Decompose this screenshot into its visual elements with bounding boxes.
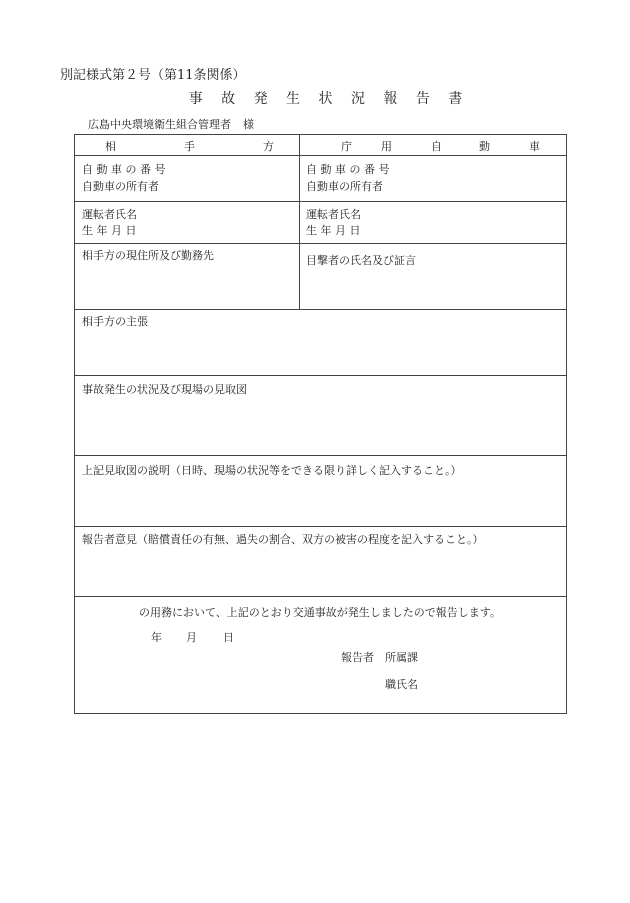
reporter-label: 報告者: [341, 651, 374, 664]
date-month-label: 月: [186, 631, 197, 644]
header-right-char-2: 用: [381, 140, 392, 153]
addressee-line: [88, 116, 254, 132]
form-reference: 別記様式第２号（第11条関係）: [60, 68, 246, 83]
situation-sketch-label: 事故発生の状況及び現場の見取図: [82, 383, 247, 396]
row-divider: [75, 596, 566, 597]
right-driver-name-label: 運転者氏名: [306, 208, 361, 221]
left-driver-name-label: 運転者氏名: [82, 208, 137, 221]
header-right-char-4: 動: [479, 140, 490, 153]
header-left-char-3: 方: [263, 140, 274, 153]
other-party-address-label: 相手方の現住所及び勤務先: [82, 249, 214, 262]
reporter-opinion-label: 報告者意見（賠償責任の有無、過失の割合、双方の被害の程度を記入すること。）: [82, 533, 484, 546]
right-vehicle-number-label: 自 動 車 の 番 号: [306, 163, 390, 176]
row-divider: [75, 201, 566, 202]
document-title: 事 故 発 生 状 況 報 告 書: [188, 91, 470, 107]
row-divider: [75, 155, 566, 156]
right-vehicle-owner-label: 自動車の所有者: [306, 180, 383, 193]
row-divider: [75, 455, 566, 456]
date-day-label: 日: [223, 631, 234, 644]
other-party-claim-label: 相手方の主張: [82, 315, 148, 328]
right-birth-date-label: 生 年 月 日: [306, 224, 361, 237]
column-divider: [299, 135, 300, 309]
header-left-char-2: 手: [184, 140, 195, 153]
position-name-label: 職氏名: [385, 678, 418, 691]
row-divider: [75, 309, 566, 310]
addressee-suffix: 様: [243, 118, 254, 131]
header-right-char-3: 自: [431, 140, 442, 153]
header-right-char-1: 庁: [341, 140, 352, 153]
left-birth-date-label: 生 年 月 日: [82, 224, 137, 237]
addressee-name: 広島中央環境衛生組合管理者: [88, 118, 231, 131]
row-divider: [75, 526, 566, 527]
closing-statement: の用務において、上記のとおり交通事故が発生しましたので報告します。: [139, 606, 501, 619]
report-form-table: [74, 134, 567, 714]
left-vehicle-owner-label: 自動車の所有者: [82, 180, 159, 193]
row-divider: [75, 243, 566, 244]
left-vehicle-number-label: 自 動 車 の 番 号: [82, 163, 166, 176]
department-label: 所属課: [385, 651, 418, 664]
witness-label: 目撃者の氏名及び証言: [306, 254, 416, 267]
header-right-char-5: 車: [529, 140, 540, 153]
row-divider: [75, 375, 566, 376]
date-year-label: 年: [151, 631, 162, 644]
sketch-explanation-label: 上記見取図の説明（日時、現場の状況等をできる限り詳しく記入すること。）: [82, 464, 462, 477]
header-left-char-1: 相: [105, 140, 116, 153]
